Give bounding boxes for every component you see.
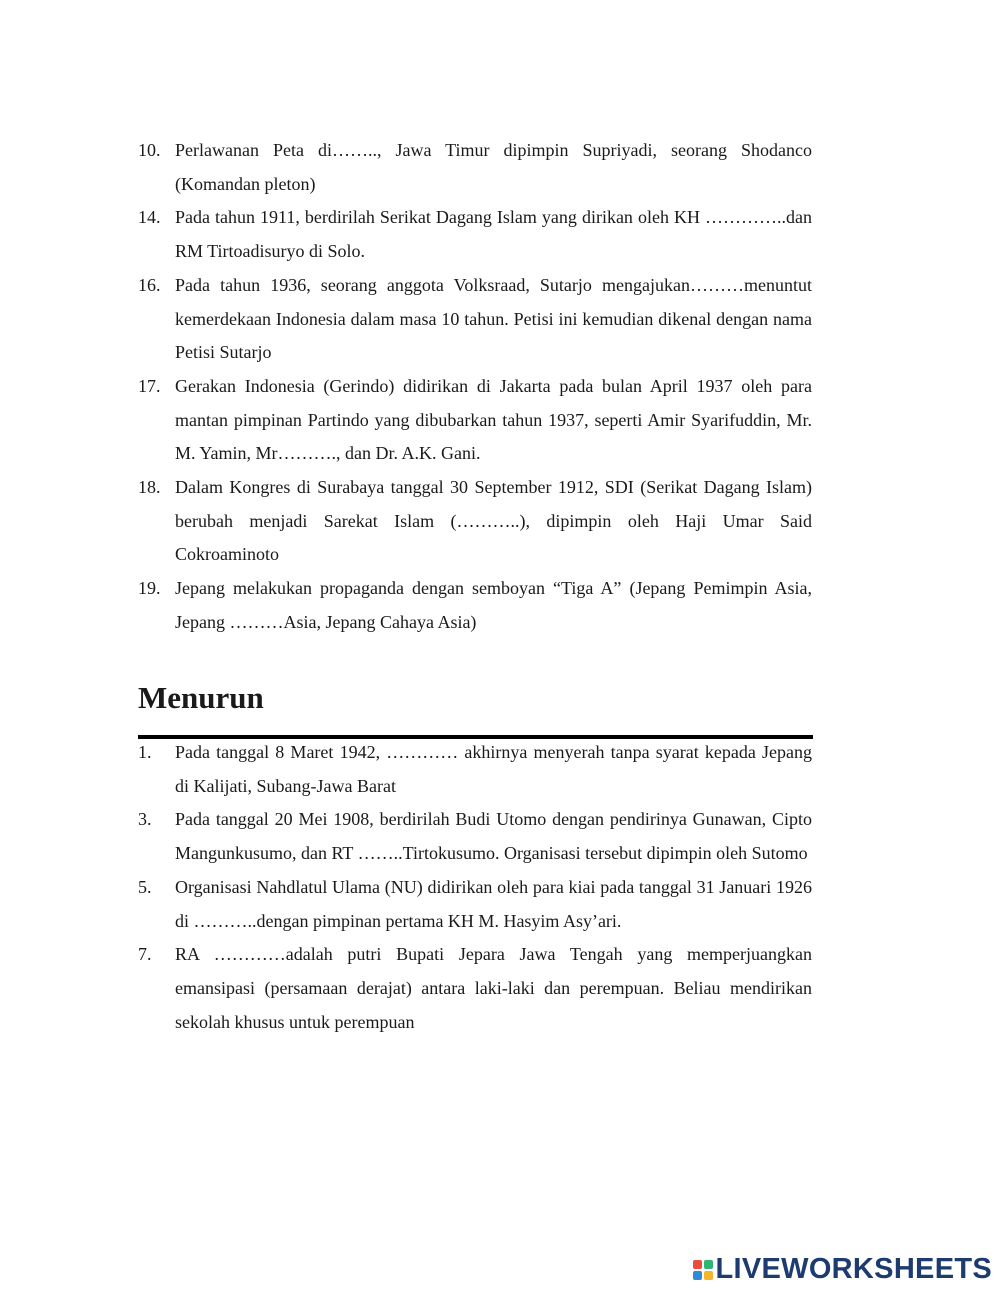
clue-text: Pada tahun 1936, seorang anggota Volksraad, Sutarjo mengajukan………menuntut kemerdekaan Indonesia dalam masa 10 tahun. Petisi ini kemudian dikenal dengan nama Petisi Sutarjo (175, 274, 812, 363)
clue-item (138, 736, 812, 803)
clue-text: Dalam Kongres di Surabaya tanggal 30 September 1912, SDI (Serikat Dagang Islam) berubah menjadi Sarekat Islam (………..), dipimpin oleh Haji Umar Said Cokroaminoto (175, 477, 812, 565)
clue-item (138, 471, 812, 572)
clue-number: 19. (138, 578, 161, 599)
clue-item (138, 938, 812, 1039)
clue-number: 1. (138, 742, 152, 762)
clue-number: 17. (138, 375, 161, 396)
clue-item (138, 803, 812, 870)
clue-text: Jepang melakukan propaganda dengan semboyan “Tiga A” (Jepang Pemimpin Asia, Jepang ………Asia, Jepang Cahaya Asia) (175, 578, 812, 632)
clue-number: 14. (138, 207, 161, 228)
liveworksheets-logo (693, 1255, 993, 1284)
clue-number: 5. (138, 876, 152, 897)
liveworksheets-logo-text: LIVEWORKSHEETS (715, 1253, 992, 1285)
clue-text: Pada tanggal 8 Maret 1942, ………… akhirnya menyerah tanpa syarat kepada Jepang di Kalijati, Subang-Jawa Barat (175, 742, 812, 796)
clue-text: Gerakan Indonesia (Gerindo) didirikan di Jakarta pada bulan April 1937 oleh para mantan pimpinan Partindo yang dibubarkan tahun 1937, seperti Amir Syarifuddin, Mr. M. Yamin, Mr………., dan Dr. A.K. Gani. (175, 375, 812, 464)
menurun-section-title: Menurun (138, 680, 264, 715)
clue-number: 16. (138, 274, 161, 295)
mendatar-clue-list (138, 134, 812, 640)
logo-square-red (693, 1260, 702, 1269)
clue-item (138, 572, 812, 639)
clue-number: 10. (138, 140, 161, 160)
liveworksheets-logo-icon (693, 1260, 713, 1280)
clue-number: 18. (138, 477, 161, 498)
logo-square-blue (693, 1271, 702, 1280)
clue-item (138, 370, 812, 471)
clue-number: 3. (138, 809, 152, 830)
logo-square-green (704, 1260, 713, 1269)
clue-text: Organisasi Nahdlatul Ulama (NU) didirikan oleh para kiai pada tanggal 31 Januari 1926 di ………..dengan pimpinan pertama KH M. Hasyim Asy’ari. (175, 876, 812, 931)
clue-item (138, 134, 812, 201)
clue-text: Pada tahun 1911, berdirilah Serikat Dagang Islam yang dirikan oleh KH …………..dan RM Tirtoadisuryo di Solo. (175, 207, 812, 262)
clue-item (138, 269, 812, 370)
clue-text: Pada tanggal 20 Mei 1908, berdirilah Budi Utomo dengan pendirinya Gunawan, Cipto Mangunkusumo, dan RT ……..Tirtokusumo. Organisasi tersebut dipimpin oleh Sutomo (175, 809, 812, 864)
clue-item (138, 201, 812, 268)
menurun-clue-list (138, 736, 812, 1039)
logo-square-yellow (704, 1271, 713, 1280)
clue-text: RA …………adalah putri Bupati Jepara Jawa Tengah yang memperjuangkan emansipasi (persamaan derajat) antara laki-laki dan perempuan. Beliau mendirikan sekolah khusus untuk perempuan (175, 944, 812, 1032)
clue-number: 7. (138, 944, 152, 965)
clue-text: Perlawanan Peta di…….., Jawa Timur dipimpin Supriyadi, seorang Shodanco (Komandan pleton) (175, 140, 812, 194)
clue-item (138, 871, 812, 938)
